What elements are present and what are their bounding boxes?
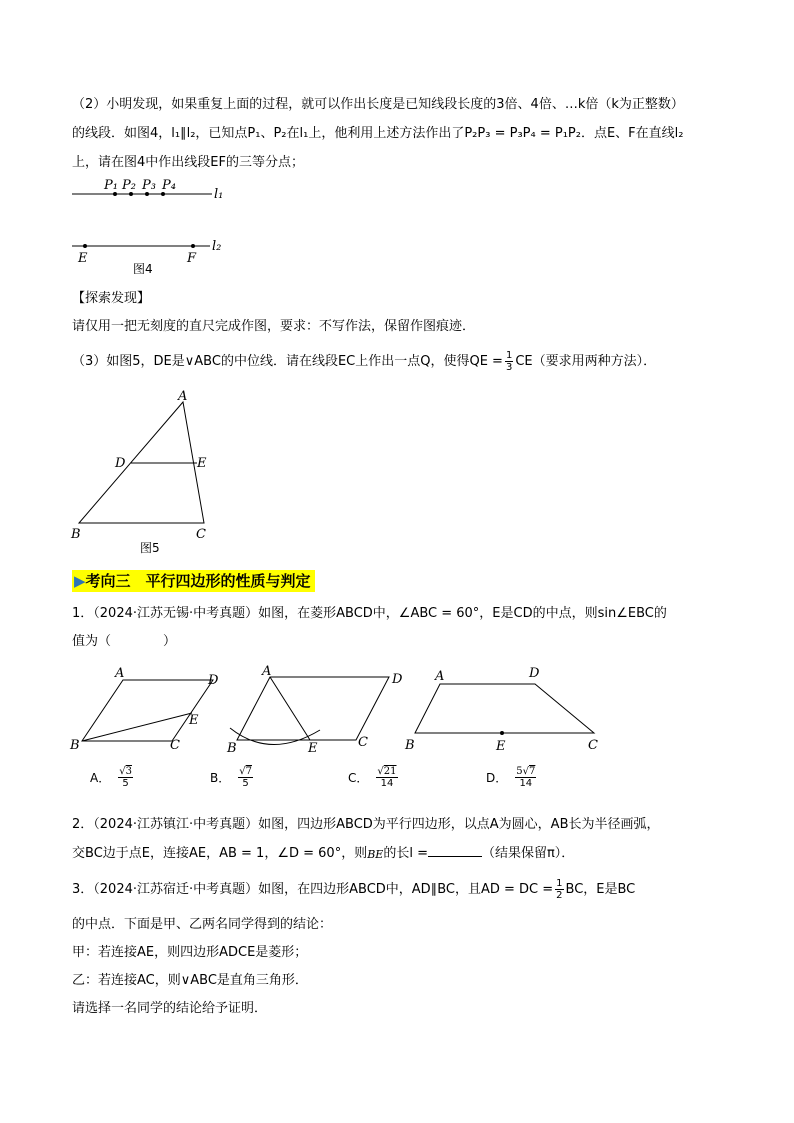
fraction-half-denominator: 2: [556, 890, 563, 901]
figure-5: [66, 386, 226, 558]
q3-explore-after: CE（要求用两种方法）．: [515, 354, 657, 369]
q2-line1: 2．（2024·江苏镇江·中考真题）如图，四边形ABCD为平行四边形，以点A为圆心，AB长为半径画弧，: [72, 817, 660, 832]
part2-line2: 的线段．如图4，l₁∥l₂，已知点P₁、P₂在l₁上，他利用上述方法作出了P₂P₃ = P₃P₄ = P₁P₂．点E、F在直线l₂: [72, 126, 684, 141]
section-title: 考向三 平行四边形的性质与判定: [85, 572, 311, 590]
q2-figure-parallelogram: [224, 660, 414, 760]
option-a-label: A．: [90, 771, 111, 785]
q1a-e-label: E: [189, 713, 199, 728]
q3-explore-before: （3）如图5，DE是∨ABC的中位线．请在线段EC上作出一点Q，使得QE =: [72, 354, 503, 369]
option-a-denominator: 5: [122, 778, 129, 789]
fig5-c-label: C: [196, 527, 206, 542]
q1-option-d[interactable]: [486, 766, 538, 789]
q1a-c-label: C: [170, 738, 180, 753]
explore-heading: 【探索发现】: [72, 291, 151, 306]
q2fig-d-label: D: [392, 672, 403, 687]
q1-option-a[interactable]: [90, 766, 135, 789]
fraction-numerator: 1: [505, 350, 513, 361]
option-d-fraction: [515, 766, 536, 789]
q3fig-d-label: D: [529, 666, 540, 681]
option-d-denominator: 14: [519, 778, 533, 789]
q1-figure-rhombus: [66, 660, 226, 760]
fraction-one-third: [505, 350, 513, 373]
q1-line1: 1．（2024·江苏无锡·中考真题）如图，在菱形ABCD中，∠ABC = 60°，E是CD的中点，则sin∠EBC的: [72, 606, 667, 621]
option-b-numerator: √7: [239, 766, 252, 777]
fig4-caption: 图4: [133, 262, 153, 274]
q3-line5: 请选择一名同学的结论给予证明．: [72, 1001, 268, 1016]
fig5-d-label: D: [115, 456, 126, 471]
q2fig-a-label: A: [262, 664, 272, 679]
q1-option-b[interactable]: [210, 766, 255, 789]
section-heading: [72, 570, 315, 592]
triangle-marker-icon: ▶: [74, 572, 86, 590]
fig4-p4-label: P₄: [162, 178, 176, 193]
arc-be-label: BE: [367, 848, 384, 861]
q3fig-e-label: E: [496, 739, 506, 754]
fraction-half-numerator: 1: [556, 878, 563, 889]
q2fig-b-label: B: [227, 741, 237, 756]
q1a-a-label: A: [115, 666, 125, 681]
fig4-l1-label: l₁: [214, 187, 224, 202]
q2-line2-before: 交BC边于点E，连接AE，AB = 1，∠D = 60°，则: [72, 846, 368, 861]
q3-figure-trapezoid: [402, 660, 612, 760]
fig5-b-label: B: [71, 527, 81, 542]
option-b-denominator: 5: [242, 778, 249, 789]
option-a-fraction: [118, 766, 133, 789]
q3-explore-text: [72, 350, 656, 374]
option-c-label: C．: [348, 771, 369, 785]
q3-line4: 乙：若连接AC，则∨ABC是直角三角形．: [72, 973, 308, 988]
option-b-fraction: [238, 766, 253, 789]
fig4-p3-label: P₃: [142, 178, 156, 193]
part2-line3: 上，请在图4中作出线段EF的三等分点；: [72, 155, 304, 170]
option-c-denominator: 14: [380, 778, 394, 789]
fig5-a-label: A: [178, 389, 188, 404]
q2fig-e-label: E: [308, 741, 318, 756]
option-c-fraction: [376, 766, 397, 789]
fig5-e-label: E: [197, 456, 207, 471]
q3fig-c-label: C: [588, 738, 598, 753]
fig4-f-label: F: [187, 251, 197, 266]
q3-line1-before: 3．（2024·江苏宿迁·中考真题）如图，在四边形ABCD中，AD∥BC，且AD = DC =: [72, 882, 554, 897]
option-c-numerator: √21: [377, 766, 397, 777]
q3-line1: [72, 878, 635, 902]
q1-line2: 值为（ ）: [72, 634, 177, 649]
q2-line2: [72, 844, 574, 863]
answer-blank[interactable]: [428, 844, 482, 857]
part2-line1: （2）小明发现，如果重复上面的过程，就可以作出长度是已知线段长度的3倍、4倍、…k倍（k为正整数）: [72, 97, 684, 112]
option-d-label: D．: [486, 771, 508, 785]
option-d-numerator: 5√7: [516, 766, 536, 777]
q2fig-c-label: C: [358, 735, 368, 750]
fig4-p2-label: P₂: [122, 178, 136, 193]
q3-line2: 的中点．下面是甲、乙两名同学得到的结论：: [72, 917, 333, 932]
q1-option-c[interactable]: [348, 766, 400, 789]
fig4-e-label: E: [78, 251, 88, 266]
q2-line2-mid: 的长l =: [383, 846, 428, 861]
q1a-d-label: D: [208, 673, 219, 688]
q3fig-a-label: A: [435, 669, 445, 684]
option-b-label: B．: [210, 771, 231, 785]
q3-line1-after: BC，E是BC: [565, 882, 636, 897]
fig4-p1-label: P₁: [104, 178, 118, 193]
q1a-b-label: B: [70, 738, 80, 753]
q3-line3: 甲：若连接AE，则四边形ADCE是菱形；: [72, 945, 308, 960]
fig5-caption: 图5: [140, 541, 160, 555]
option-a-numerator: √3: [119, 766, 132, 777]
q2-line2-after: （结果保留π）．: [481, 846, 575, 861]
figure-4: [66, 174, 246, 274]
q3fig-b-label: B: [405, 738, 415, 753]
fraction-one-half: [555, 878, 563, 901]
fraction-denominator: 3: [505, 362, 513, 373]
explore-instruction: 请仅用一把无刻度的直尺完成作图，要求：不写作法，保留作图痕迹．: [72, 319, 476, 334]
fig4-l2-label: l₂: [212, 239, 222, 254]
